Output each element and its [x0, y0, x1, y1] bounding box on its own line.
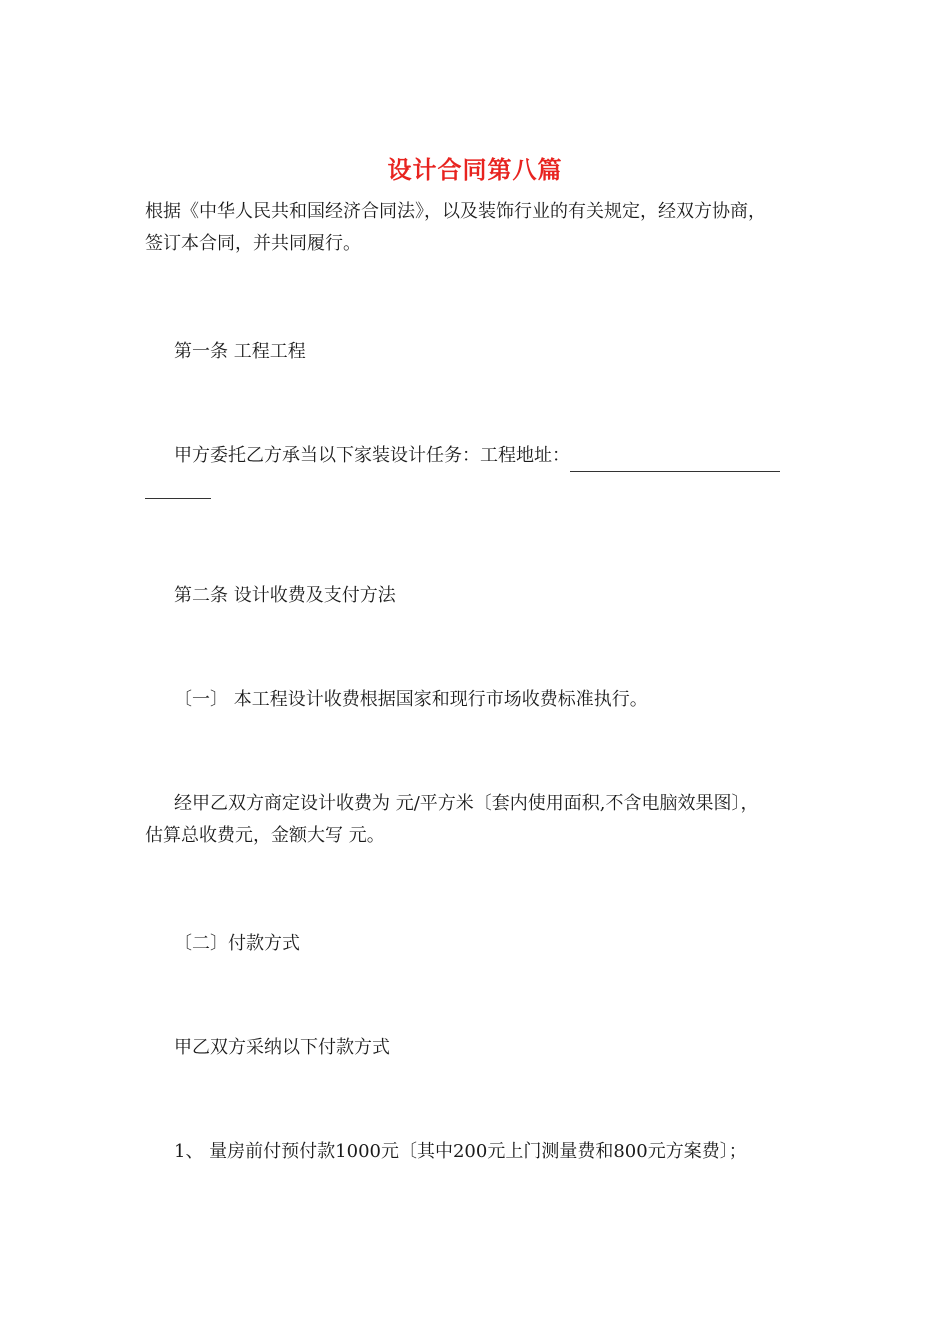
document-title: 设计合同第八篇	[387, 155, 563, 184]
article-1-text	[174, 440, 810, 472]
section-1-heading: 〔一〕 本工程设计收费根据国家和现行市场收费标准执行。	[174, 689, 648, 710]
intro-line-1: 根据《中华人民共和国经济合同法》，以及装饰行业的有关规定，经双方协商，	[145, 201, 766, 222]
address-blank-line	[570, 453, 780, 472]
payment-item-1: 1、 量房前付预付款1000元〔其中200元上门测量费和800元方案费〕；	[174, 1141, 747, 1162]
payment-intro: 甲乙双方采纳以下付款方式	[174, 1037, 390, 1058]
intro-paragraph	[145, 196, 810, 260]
fee-paragraph	[145, 788, 810, 852]
address-blank-continuation	[145, 498, 211, 499]
article-2-heading: 第二条 设计收费及支付方法	[174, 585, 396, 606]
article-1-heading: 第一条 工程工程	[174, 341, 306, 362]
project-address-label: 甲方委托乙方承当以下家装设计任务：工程地址：	[174, 445, 570, 466]
section-2-heading: 〔二〕付款方式	[174, 933, 300, 954]
intro-line-2: 签订本合同，并共同履行。	[145, 233, 361, 254]
fee-line-2: 估算总收费元，金额大写 元。	[145, 825, 385, 846]
fee-line-1: 经甲乙双方商定设计收费为 元/平方米〔套内使用面积,不含电脑效果图〕，	[174, 793, 759, 814]
